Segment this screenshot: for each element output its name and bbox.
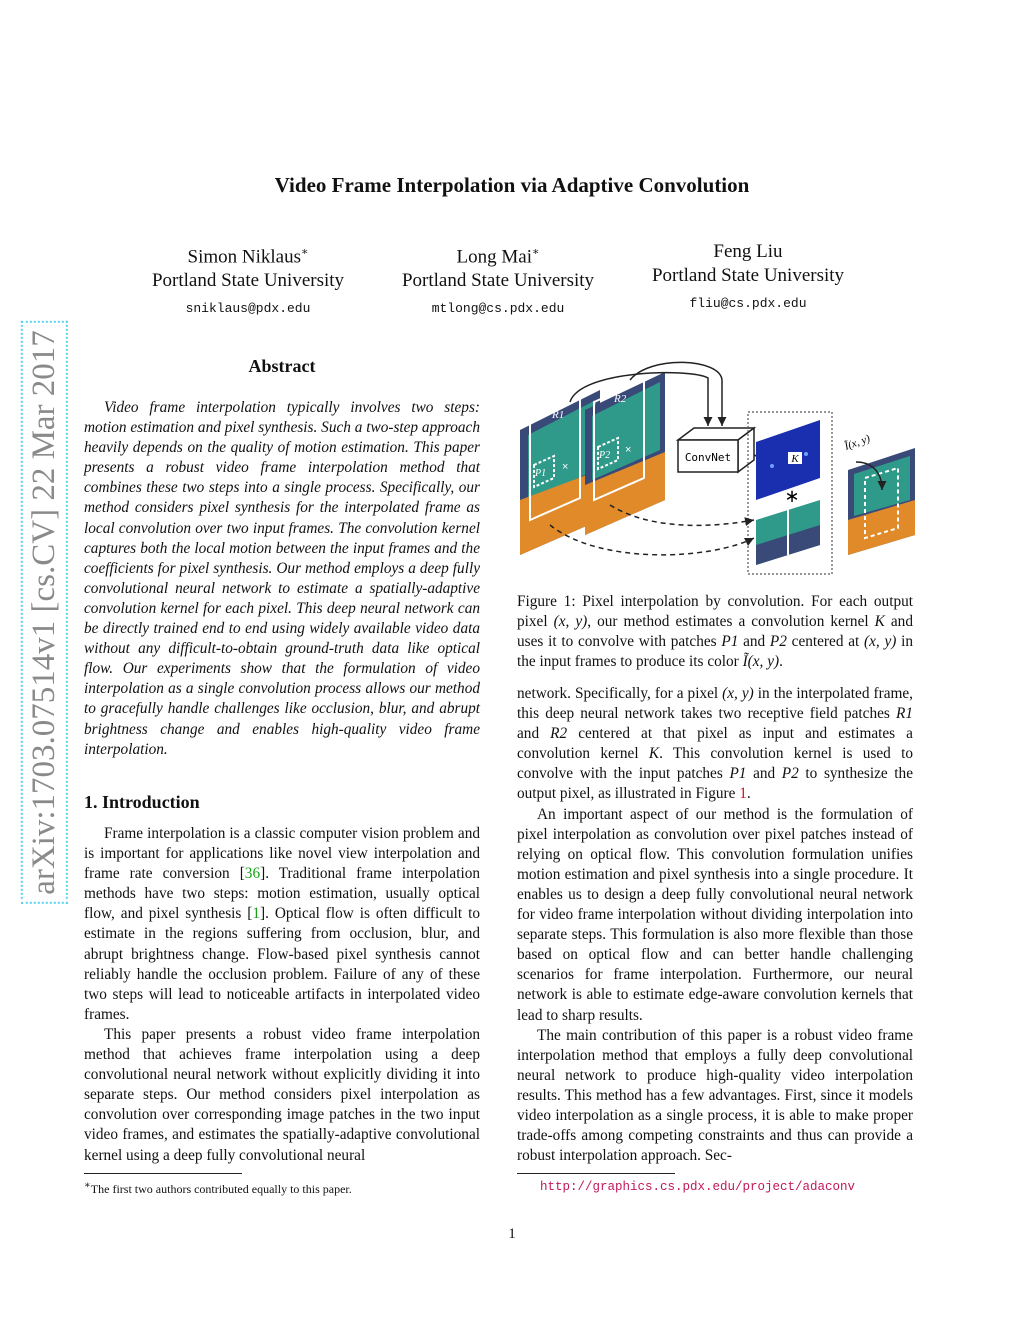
text-run: and: [517, 725, 551, 743]
footnote-left: [84, 1180, 352, 1197]
cross-mark: ×: [625, 444, 632, 456]
arxiv-stamp: [20, 312, 68, 912]
math-run: P2: [769, 633, 787, 651]
cross-mark: ×: [562, 461, 569, 473]
convolution-star: ∗: [784, 486, 800, 506]
author-affiliation: Portland State University: [151, 270, 345, 292]
page-number: 1: [508, 1226, 516, 1242]
author-block: [368, 240, 628, 321]
math-run: K: [648, 745, 660, 763]
author-email[interactable]: mtlong@cs.pdx.edu: [431, 301, 565, 317]
intro-body: [84, 824, 480, 1166]
author-affiliation: Portland State University: [401, 270, 595, 292]
r2-label: R2: [614, 393, 627, 405]
author-name: Long Mai: [456, 246, 532, 268]
right-paragraph-1: [517, 684, 913, 805]
kernel-dot: [770, 464, 774, 468]
convnet-label: ConvNet: [684, 451, 732, 464]
footnote-url-link[interactable]: http://graphics.cs.pdx.edu/project/adaconv: [540, 1180, 856, 1194]
intro-paragraph-1: [84, 824, 480, 1025]
footnote-text: The first two authors contributed equally to this paper.: [90, 1182, 352, 1196]
text-run: .: [779, 653, 783, 671]
text-run: and: [746, 765, 782, 783]
text-run: and uses it to convolve with patches: [517, 613, 913, 651]
text-run: centered at that pixel as input and estimates a convolution kernel: [517, 725, 913, 763]
author-block: [618, 240, 878, 316]
math-run: P2: [781, 765, 799, 783]
abstract-body: [84, 398, 480, 760]
author-mark: ∗: [531, 246, 540, 258]
footnote-rule-left: [84, 1173, 242, 1174]
figure-1: [510, 350, 920, 585]
author-mark: ∗: [301, 246, 309, 258]
footnote-mark: ∗: [84, 1180, 91, 1191]
figure-caption: [517, 592, 913, 672]
author-name: Feng Liu: [713, 241, 783, 262]
text-run: . This convolution kernel is used to convolve with the input patches: [517, 745, 913, 783]
text-run: to synthesize the output pixel, as illustrated in Figure: [517, 765, 913, 803]
intro-heading: 1. Introduction: [84, 792, 200, 812]
text-run: , our method estimates a convolution kernel: [587, 613, 875, 631]
text-run: ]. Traditional frame interpolation methods have two steps: motion estimation, usually optical flow, and pixel synthesis [: [84, 865, 480, 923]
abstract-paragraph: Video frame interpolation typically involves two steps: motion estimation and pixel synthesis. Such a two-step approach heavily depends on the quality of motion estimation. This paper presents a robust video frame interpolation method that combines these two steps into a single process. Specifically, our method considers pixel synthesis for the interpolated frame as local convolution over two input frames. The convolution kernel captures both the local motion between the input frames and the coefficients for pixel synthesis. Our method employs a deep fully convolutional neural network to estimate a spatially-adaptive convolution kernel for each pixel. This deep neural network can be directly trained end to end using widely available video data without any difficult-to-obtain ground-truth data like optical flow. Our experiments show that the formulation of video interpolation as a single convolution process allows our method to gracefully handle challenges like occlusion, blur, and abrupt brightness change and enables high-quality video frame interpolation.: [84, 399, 480, 758]
convnet-box: [678, 428, 754, 472]
abstract-heading: Abstract: [248, 356, 316, 376]
math-run: K: [874, 613, 885, 631]
right-paragraph-3: The main contribution of this paper is a robust video frame interpolation method that employs a fully deep convolutional neural network to produce high-quality video interpolation results. This method has a few advantages. First, since it models video interpolation as a single process, it is able to make proper trade-offs among competing constraints and thus can provide a robust interpolation approach. Sec-: [517, 1026, 913, 1165]
text-run: Frame interpolation is a classic computer vision problem and is important for applications like novel view interpolation and frame rate conversion [: [84, 825, 480, 883]
output-label: Ĩ(x, y): [842, 432, 872, 453]
right-paragraph-2: An important aspect of our method is the formulation of pixel interpolation as convolution over pixel patches instead of relying on optical flow. This convolution formulation unifies motion estimation and pixel synthesis into a single procedure. It enables us to design a deep fully convolutional neural network for video frame interpolation without dividing interpolation into separate steps. This formulation is also more flexible than those based on optical flow and can better handle challenging scenarios for frame interpolation. Furthermore, our neural network is able to estimate edge-aware convolution kernels that lead to sharp results.: [517, 805, 913, 1024]
text-run: ]. Optical flow is often difficult to estimate in the regions suffering from occlusion, blur, and abrupt brightness change. Flow-based pixel synthesis cannot reliably handle the occlusion problem. Failure of any of these two steps will lead to noticeable artifacts in interpolated video frames.: [84, 905, 480, 1023]
intro-paragraph-2: This paper presents a robust video frame interpolation method that achieves frame interpolation using a deep convolutional neural network without explicitly dividing it into separate steps. Our method considers pixel interpolation as convolution over corresponding image patches in the two input video frames, and estimates the spatially-adaptive convolutional kernel using a deep fully convolutional neural: [84, 1025, 480, 1164]
output-frame: [842, 432, 915, 555]
text-run: and: [738, 633, 770, 651]
figure-ref-link[interactable]: 1: [739, 785, 747, 803]
text-run: centered at: [786, 633, 864, 651]
footnote-rule-right: [517, 1173, 675, 1174]
math-run: P1: [721, 633, 739, 651]
p1-label: P1: [535, 468, 547, 479]
right-column-body: [517, 684, 913, 1166]
r1-label: R1: [552, 409, 565, 421]
author-name: Simon Niklaus: [187, 246, 301, 268]
paper-title: Video Frame Interpolation via Adaptive Convolution: [274, 173, 750, 197]
kernel-dot: [804, 452, 808, 456]
math-run: (x, y): [864, 633, 897, 651]
text-run: Figure 1: Pixel interpolation by convolution. For each output pixel: [517, 593, 913, 631]
math-run: P1: [729, 765, 747, 783]
text-run: network. Specifically, for a pixel: [517, 685, 723, 702]
author-email[interactable]: fliu@cs.pdx.edu: [689, 296, 807, 311]
math-run: R1: [896, 705, 913, 723]
citation-link[interactable]: 1: [252, 905, 261, 923]
math-run: R2: [550, 725, 568, 743]
p2-label: P2: [599, 450, 611, 461]
text-run: in the input frames to produce its color: [517, 633, 913, 671]
arxiv-stamp-text: arXiv:1703.07514v1 [cs.CV] 22 Mar 2017: [26, 326, 63, 899]
text-run: in the interpolated frame, this deep neural network takes two receptive field patches: [517, 685, 913, 723]
kernel-label: K: [791, 453, 799, 465]
author-email[interactable]: sniklaus@pdx.edu: [185, 301, 311, 317]
citation-link[interactable]: 36: [244, 865, 261, 883]
arrow-p1-to-patches: [550, 525, 754, 555]
text-run: .: [746, 785, 751, 803]
math-run: (x, y): [722, 685, 754, 702]
author-block: [118, 240, 378, 321]
figure-diagram: [510, 350, 920, 585]
math-run: (x, y): [553, 613, 588, 631]
author-affiliation: Portland State University: [651, 265, 845, 286]
math-run: Ĩ(x, y): [742, 653, 780, 671]
